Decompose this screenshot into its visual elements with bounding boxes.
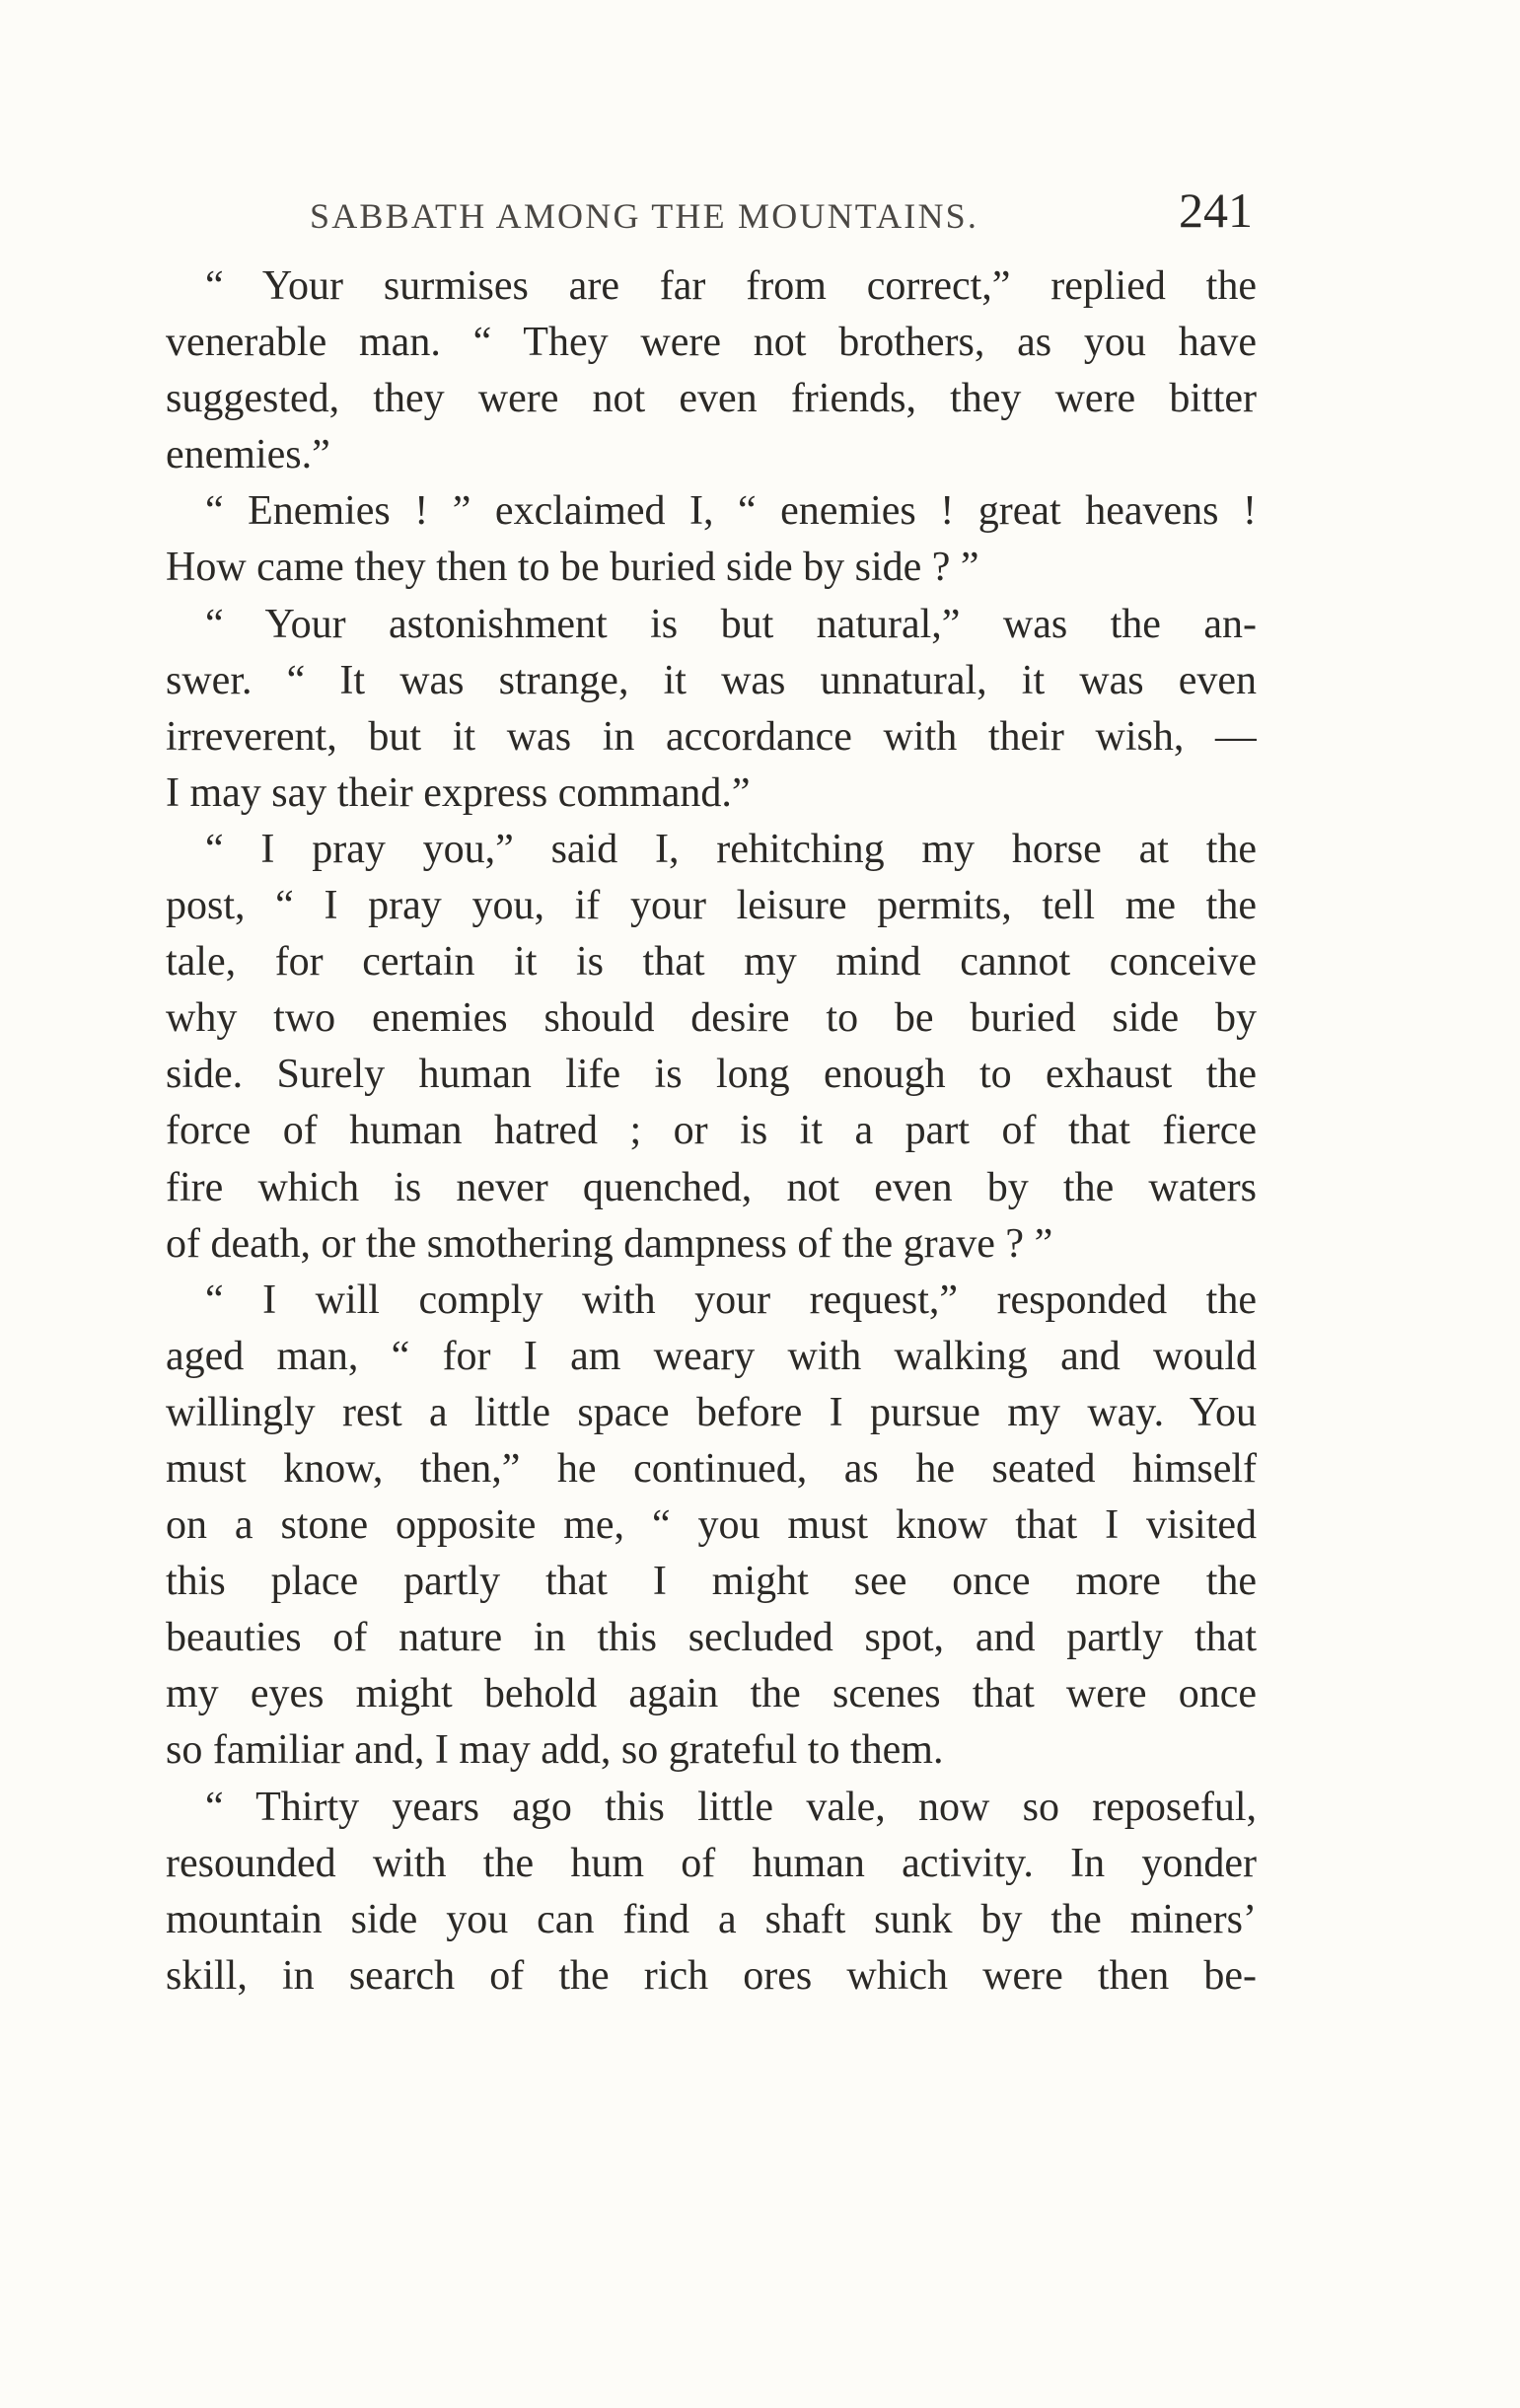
text-line: venerable man. “ They were not brothers, as you have xyxy=(166,320,1257,366)
text-line: so familiar and, I may add, so grateful to them. xyxy=(166,1727,944,1774)
text-line: resounded with the hum of human activity. In yonder xyxy=(166,1840,1257,1886)
text-line: this place partly that I might see once more the xyxy=(166,1559,1257,1605)
text-line: “ I will comply with your request,” responded the xyxy=(205,1277,1257,1323)
text-line: skill, in search of the rich ores which were then be- xyxy=(166,1952,1257,1999)
text-line: “ Thirty years ago this little vale, now so reposeful, xyxy=(205,1784,1257,1830)
text-line: mountain side you can find a shaft sunk by the miners’ xyxy=(166,1896,1257,1942)
text-line: beauties of nature in this secluded spot, and partly that xyxy=(166,1615,1257,1661)
text-line: aged man, “ for I am weary with walking and would xyxy=(166,1333,1257,1379)
text-line: irreverent, but it was in accordance with their wish, — xyxy=(166,713,1257,760)
text-line: side. Surely human life is long enough to exhaust the xyxy=(166,1052,1257,1098)
text-line: I may say their express command.” xyxy=(166,769,751,816)
text-line: tale, for certain it is that my mind cannot conceive xyxy=(166,939,1257,985)
text-line: “ I pray you,” said I, rehitching my horse at the xyxy=(205,826,1257,872)
text-line: swer. “ It was strange, it was unnatural, it was even xyxy=(166,657,1257,703)
text-line: “ Your astonishment is but natural,” was the an- xyxy=(205,601,1257,647)
text-line: fire which is never quenched, not even by the waters xyxy=(166,1164,1257,1210)
text-line: “ Enemies ! ” exclaimed I, “ enemies ! great heavens ! xyxy=(205,488,1257,535)
text-line: must know, then,” he continued, as he seated himself xyxy=(166,1445,1257,1492)
running-title: SABBATH AMONG THE MOUNTAINS. xyxy=(310,196,979,236)
text-line: on a stone opposite me, “ you must know that I visited xyxy=(166,1502,1257,1549)
text-line: “ Your surmises are far from correct,” replied the xyxy=(205,263,1257,309)
text-line: enemies.” xyxy=(166,432,330,478)
text-line: post, “ I pray you, if your leisure permits, tell me the xyxy=(166,883,1257,929)
text-line: of death, or the smothering dampness of the grave ? ” xyxy=(166,1220,1053,1267)
running-head xyxy=(310,182,1253,241)
text-line: force of human hatred ; or is it a part of that fierce xyxy=(166,1108,1257,1154)
text-line: suggested, they were not even friends, they were bitter xyxy=(166,376,1257,422)
text-line: How came they then to be buried side by side ? ” xyxy=(166,545,979,591)
text-line: why two enemies should desire to be buried side by xyxy=(166,995,1257,1042)
page-number: 241 xyxy=(1179,182,1253,238)
text-line: willingly rest a little space before I pursue my way. You xyxy=(166,1389,1257,1435)
body-text xyxy=(166,258,1257,2005)
text-line: my eyes might behold again the scenes that were once xyxy=(166,1671,1257,1717)
